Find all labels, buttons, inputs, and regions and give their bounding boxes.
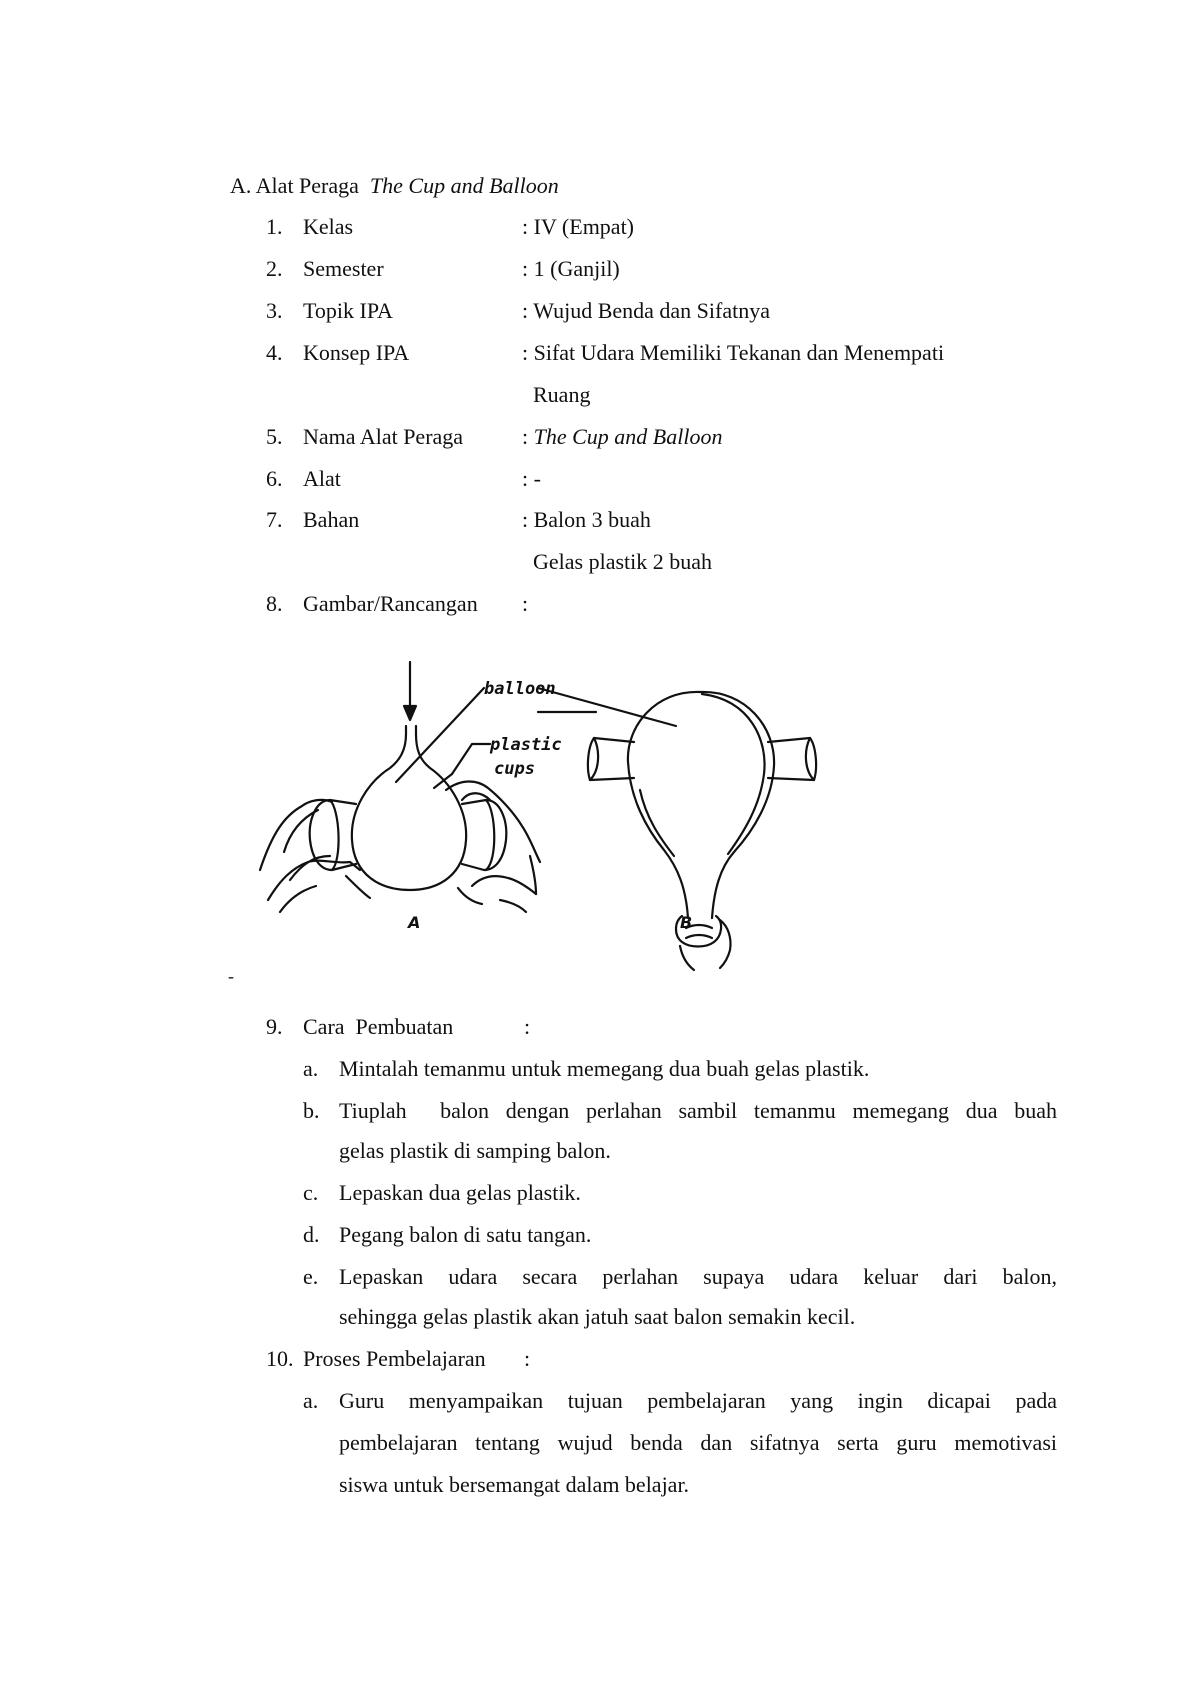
info-num: 6. <box>266 466 283 491</box>
info-num: 4. <box>266 340 283 365</box>
section10-num: 10. <box>266 1346 294 1371</box>
section10-colon: : <box>524 1346 531 1371</box>
step-letter: d. <box>303 1222 320 1247</box>
cup-balloon-figure <box>250 650 890 990</box>
section9-label: Cara Pembuatan <box>303 1014 454 1039</box>
step-text: Guru menyampaikan tujuan pembelajaran yang ingin dicapai pada <box>339 1388 1057 1413</box>
info-label: Bahan <box>303 507 360 532</box>
info-value-continuation: Ruang <box>533 382 591 407</box>
info-label: Semester <box>303 256 384 281</box>
info-label: Nama Alat Peraga <box>303 424 464 449</box>
cup-right-b-drawing <box>768 738 816 780</box>
heading-prefix: A. Alat Peraga <box>230 173 359 198</box>
step-letter: e. <box>303 1264 319 1289</box>
info-value: : Balon 3 buah <box>522 507 651 532</box>
caption-a: A <box>408 913 421 932</box>
info-num: 1. <box>266 214 283 239</box>
info-value-continuation: Gelas plastik 2 buah <box>533 549 713 574</box>
label-balloon: balloon <box>484 679 556 699</box>
info-label: Gambar/Rancangan <box>303 591 478 616</box>
step-letter: c. <box>303 1180 319 1205</box>
info-value: : <box>522 591 529 616</box>
info-value: : IV (Empat) <box>522 214 635 239</box>
info-num: 2. <box>266 256 283 281</box>
info-label: Topik IPA <box>303 298 393 323</box>
heading-title: The Cup and Balloon <box>369 173 559 198</box>
info-value: : 1 (Ganjil) <box>522 256 620 281</box>
step-text-cont: sehingga gelas plastik akan jatuh saat balon semakin kecil. <box>339 1304 856 1329</box>
section10-label: Proses Pembelajaran <box>303 1346 486 1371</box>
info-value: : Sifat Udara Memiliki Tekanan dan Menempati <box>522 340 945 365</box>
step-text-cont: pembelajaran tentang wujud benda dan sifatnya serta guru memotivasi <box>339 1430 1057 1455</box>
balloon-a-drawing <box>352 726 466 890</box>
label-plastic: plastic <box>490 735 562 755</box>
info-num: 5. <box>266 424 283 449</box>
step-letter: a. <box>303 1388 319 1413</box>
balloon-b-drawing <box>628 692 774 918</box>
info-num: 7. <box>266 507 283 532</box>
info-value <box>522 423 722 451</box>
step-text: Pegang balon di satu tangan. <box>339 1222 592 1247</box>
stray-mark: - <box>228 966 234 986</box>
step-text: Mintalah temanmu untuk memegang dua buah gelas plastik. <box>339 1056 870 1081</box>
down-arrow-icon <box>404 662 416 720</box>
info-label: Konsep IPA <box>303 340 410 365</box>
step-text-cont: gelas plastik di samping balon. <box>339 1138 611 1163</box>
caption-b: B <box>680 913 693 932</box>
section9-colon: : <box>524 1014 531 1039</box>
step-letter: a. <box>303 1056 319 1081</box>
section9-num: 9. <box>266 1014 283 1039</box>
section-heading <box>230 172 559 200</box>
step-letter: b. <box>303 1098 320 1123</box>
info-value: : Wujud Benda dan Sifatnya <box>522 298 770 323</box>
step-text-cont: siswa untuk bersemangat dalam belajar. <box>339 1472 690 1497</box>
info-num: 3. <box>266 298 283 323</box>
info-value: : - <box>522 466 541 491</box>
cup-right-a-drawing <box>462 800 506 870</box>
step-text: Lepaskan udara secara perlahan supaya udara keluar dari balon, <box>339 1264 1057 1289</box>
info-value-italic: The Cup and Balloon <box>533 424 723 449</box>
step-text: Tiuplah balon dengan perlahan sambil temanmu memegang dua buah <box>339 1098 1057 1123</box>
info-label: Kelas <box>303 214 354 239</box>
info-num: 8. <box>266 591 283 616</box>
info-label: Alat <box>303 466 341 491</box>
step-text: Lepaskan dua gelas plastik. <box>339 1180 581 1205</box>
info-value-colon: : <box>522 424 534 449</box>
label-cups: cups <box>494 759 535 779</box>
